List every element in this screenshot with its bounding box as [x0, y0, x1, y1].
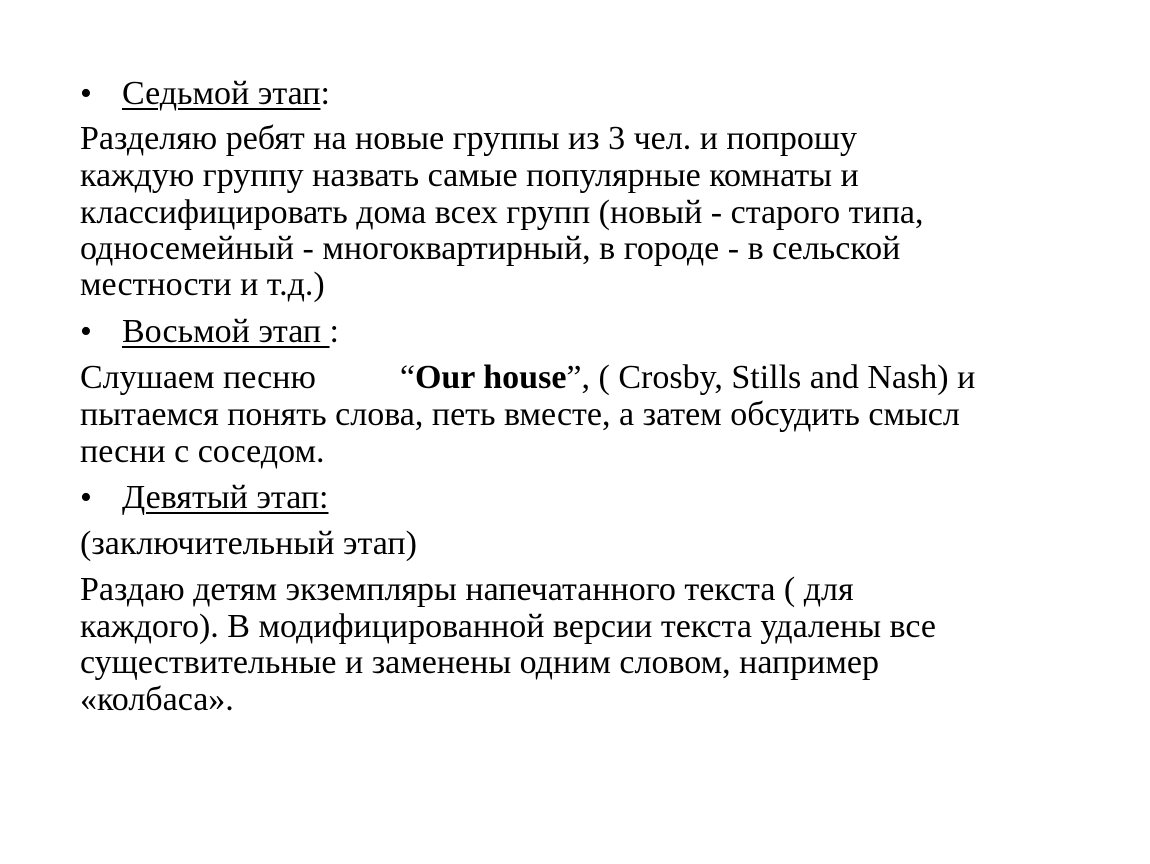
stage9-body-line: существительные и заменены одним словом, например [80, 644, 879, 681]
stage7-body-line: классифицировать дома всех групп (новый - старого типа, [80, 194, 924, 231]
stage9-body-line: «колбаса». [80, 681, 234, 718]
stage7-body-line: каждую группу назвать самые популярные комнаты и [80, 157, 859, 194]
song-prefix: Слушаем песню [80, 359, 316, 396]
stage9-heading-line [80, 480, 329, 516]
stage7-body-line: односемейный - многоквартирный, в городе - в сельской [80, 230, 901, 267]
stage7-body-line: Разделяю ребят на новые группы из 3 чел. и попрошу [80, 120, 858, 157]
song-suffix: ”, ( Crosby, Stills and Nash) и [566, 359, 976, 396]
song-open-quote: “ [399, 359, 415, 396]
stage8-song-line [80, 360, 975, 396]
stage7-heading: Седьмой этап [122, 75, 321, 112]
stage8-heading-line [80, 314, 339, 350]
bullet-icon: • [80, 313, 92, 350]
stage8-heading-colon: : [329, 313, 339, 350]
bullet-icon: • [80, 75, 92, 112]
stage8-body-line: пытаемся понять слова, петь вместе, а затем обсудить смысл [80, 396, 960, 433]
stage7-body-line: местности и т.д.) [80, 266, 325, 303]
stage9-heading: Девятый этап: [122, 479, 329, 516]
stage7-heading-line [80, 76, 330, 112]
stage9-subtitle: (заключительный этап) [80, 525, 417, 562]
bullet-icon: • [80, 479, 92, 516]
stage8-body-line: песни с соседом. [80, 433, 325, 470]
stage7-heading-colon: : [320, 75, 330, 112]
song-title: Our house [414, 359, 567, 396]
stage9-body-line: каждого). В модифицированной версии текста удалены все [80, 608, 937, 645]
stage9-body-line: Раздаю детям экземпляры напечатанного текста ( для [80, 571, 854, 608]
stage8-heading: Восьмой этап [122, 313, 330, 350]
